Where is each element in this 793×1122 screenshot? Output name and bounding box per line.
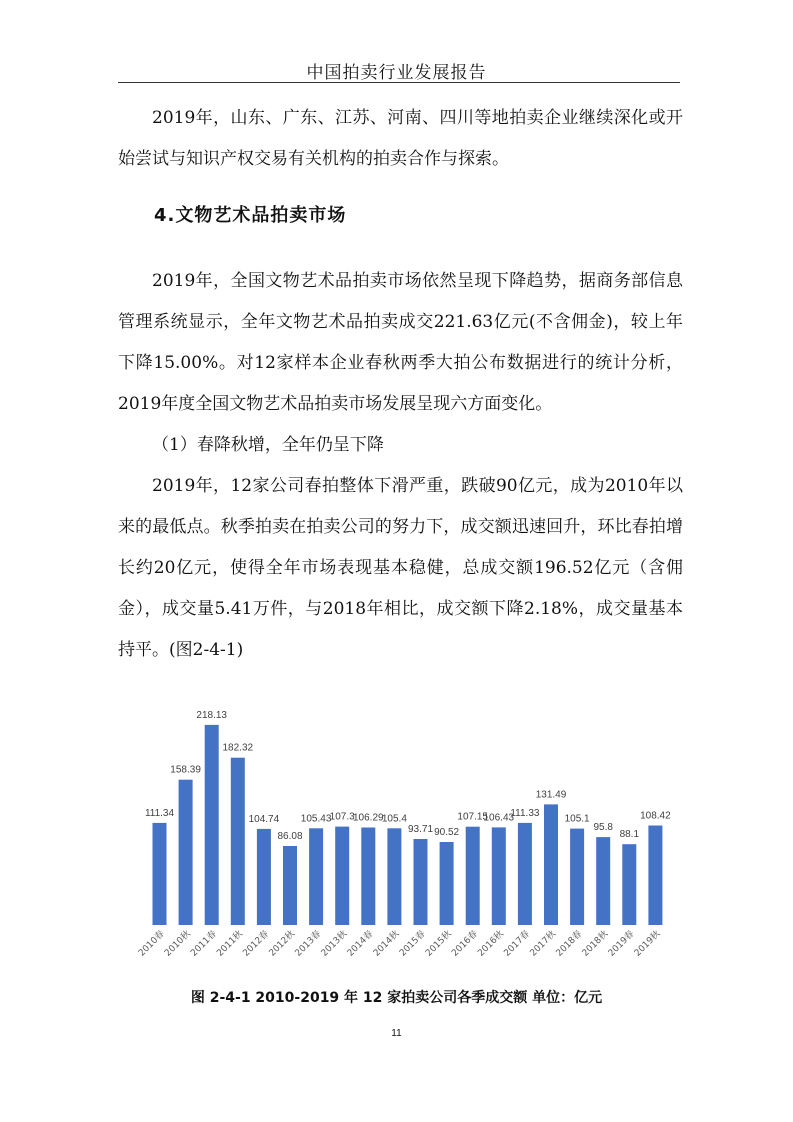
bar-2013秋	[335, 827, 349, 925]
bar-2012春	[257, 829, 271, 925]
value-label: 105.4	[381, 813, 407, 825]
value-label: 182.32	[222, 742, 254, 754]
category-label: 2019秋	[632, 929, 663, 959]
bar-2018春	[570, 829, 584, 925]
category-label: 2010春	[136, 929, 167, 959]
category-label: 2013春	[293, 929, 324, 959]
value-label: 107.3	[329, 811, 355, 823]
value-label: 107.15	[457, 811, 488, 823]
value-label: 218.13	[196, 709, 227, 721]
value-label: 105.43	[300, 813, 332, 825]
value-label: 158.39	[170, 764, 201, 776]
category-label: 2017春	[502, 929, 533, 959]
category-label: 2011秋	[215, 929, 245, 959]
category-label: 2016春	[450, 929, 480, 959]
bar-2014秋	[387, 828, 401, 925]
header-title: 中国拍卖行业发展报告	[306, 63, 487, 83]
value-label: 105.1	[564, 813, 590, 825]
figure-caption: 图 2-4-1 2010-2019 年 12 家拍卖公司各季成交额 单位：亿元	[190, 990, 603, 1006]
bar-2012秋	[283, 846, 297, 925]
category-label: 2015秋	[424, 929, 454, 959]
bar-2010春	[153, 823, 167, 925]
bar-2013春	[309, 828, 323, 925]
category-label: 2014秋	[371, 929, 402, 959]
category-label: 2011春	[189, 929, 219, 959]
bar-2011春	[205, 725, 219, 925]
body-paragraph-1: 2019年，全国文物艺术品拍卖市场依然呈现下降趋势，据商务部信息管理系统显示，全年文物艺术品拍卖成交221.63亿元(不含佣金)，较上年下降15.00%。对12家样本企业春秋两季大拍公布数据进行的统计分析，2019年度全国文物艺术品拍卖市场发展呈现六方面变化。	[118, 271, 683, 414]
value-label: 111.34	[144, 807, 175, 819]
value-label: 86.08	[277, 831, 303, 842]
bar-2016秋	[492, 827, 506, 925]
subheading: （1）春降秋增，全年仍呈下降	[152, 435, 384, 455]
value-label: 90.52	[434, 827, 460, 838]
bar-2015秋	[440, 842, 454, 925]
bar-2015春	[414, 839, 428, 925]
category-label: 2010秋	[163, 929, 193, 959]
category-label: 2012春	[241, 929, 272, 959]
bar-2016春	[466, 827, 480, 925]
bar-2019春	[622, 844, 636, 925]
category-label: 2016秋	[476, 929, 506, 959]
intro-paragraph: 2019年，山东、广东、江苏、河南、四川等地拍卖企业继续深化或开始尝试与知识产权交易有关机构的拍卖合作与探索。	[118, 108, 683, 169]
bar-2019秋	[648, 826, 662, 926]
value-label: 108.42	[640, 810, 671, 822]
value-label: 106.29	[353, 812, 384, 824]
bar-2011秋	[231, 758, 245, 925]
page-number: 11	[391, 1028, 402, 1039]
value-labels-group	[145, 710, 671, 842]
value-label: 104.74	[248, 813, 280, 825]
bar-2017春	[518, 823, 532, 925]
bar-2010秋	[179, 780, 193, 925]
category-labels-group	[136, 928, 663, 959]
value-label: 131.49	[535, 789, 567, 801]
category-label: 2015春	[397, 929, 428, 959]
category-label: 2014春	[345, 929, 376, 959]
category-label: 2019春	[606, 929, 637, 959]
value-label: 111.33	[510, 807, 540, 819]
category-label: 2013秋	[319, 929, 350, 959]
bar-2017秋	[544, 804, 558, 925]
value-label: 95.8	[593, 822, 613, 834]
section-heading: 4.文物艺术品拍卖市场	[154, 205, 347, 226]
category-label: 2018秋	[580, 929, 611, 959]
category-label: 2012秋	[267, 929, 298, 959]
body-paragraph-2: 2019年，12家公司春拍整体下滑严重，跌破90亿元，成为2010年以来的最低点。秋季拍卖在拍卖公司的努力下，成交额迅速回升，环比春拍增长约20亿元，使得全年市场表现基本稳健，总成交额196.52亿元（含佣金），成交量5.41万件，与2018年相比，成交额下降2.18%，成交量基本持平。(图2-4-1)	[118, 476, 683, 660]
bar-2014春	[361, 828, 375, 926]
bar-2018秋	[596, 837, 610, 925]
value-label: 93.71	[407, 824, 434, 835]
value-label: 88.1	[619, 829, 640, 841]
category-label: 2018春	[554, 929, 585, 959]
category-label: 2017秋	[528, 929, 559, 959]
value-label: 106.43	[483, 812, 515, 824]
